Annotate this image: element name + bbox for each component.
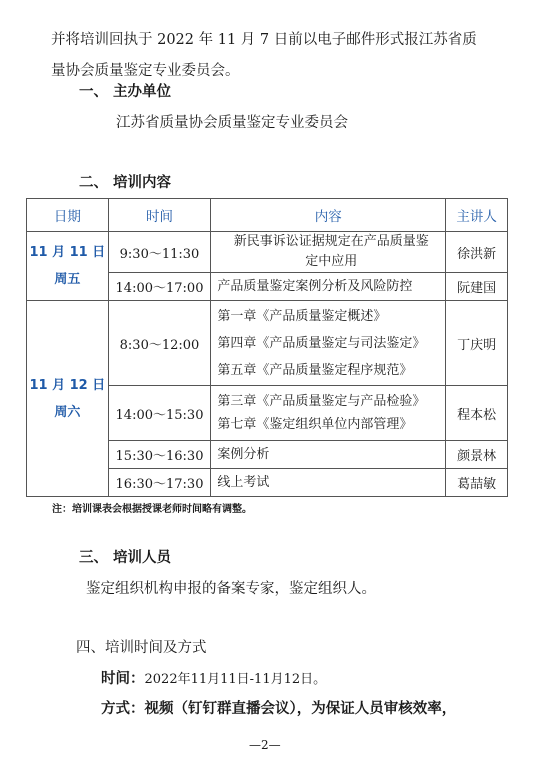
training-mode-line: [101, 697, 456, 718]
table-row: [27, 301, 508, 386]
content-cell: [211, 273, 446, 301]
content-line: 产品质量鉴定案例分析及风险防控: [217, 278, 413, 294]
training-schedule-table: [26, 198, 508, 497]
day-1-date: 11 月 11 日: [29, 245, 106, 260]
section-3-heading: 三、 培训人员: [79, 550, 172, 566]
intro-line-1: 并将培训回执于 2022 年 11 月 7 日前以电子邮件形式报江苏省质: [51, 32, 477, 48]
content-cell: [211, 386, 446, 441]
training-time-line: [101, 667, 326, 688]
header-time: 时间: [108, 199, 211, 232]
time-cell: 14:00～15:30: [108, 386, 211, 441]
content-line: 新民事诉讼证据规定在产品质量鉴: [233, 234, 429, 249]
time-value: 2022年11月11日-11月12日。: [144, 672, 327, 687]
content-line: 第五章《产品质量鉴定程序规范》: [217, 362, 413, 378]
header-speaker: 主讲人: [446, 199, 508, 232]
speaker-cell: 徐洪新: [446, 232, 508, 273]
content-line: 线上考试: [217, 474, 270, 490]
speaker-cell: 丁庆明: [446, 301, 508, 386]
section-1-body: 江苏省质量协会质量鉴定专业委员会: [116, 115, 348, 131]
intro-line-2: 量协会质量鉴定专业委员会。: [51, 63, 240, 79]
day-2-date: 11 月 12 日: [29, 377, 106, 393]
content-cell: [211, 232, 446, 273]
speaker-cell: 程本松: [446, 386, 508, 441]
content-line: 第四章《产品质量鉴定与司法鉴定》: [217, 335, 426, 351]
content-line: 第一章《产品质量鉴定概述》: [217, 308, 387, 324]
page-number: —2—: [249, 738, 281, 752]
day-2-weekday: 周六: [54, 404, 81, 420]
mode-value: 视频（钉钉群直播会议），为保证人员审核效率，: [144, 701, 457, 717]
section-1-heading: 一、 主办单位: [79, 84, 172, 100]
mode-label: 方式：: [101, 701, 145, 717]
section-4-heading: [76, 636, 207, 657]
time-cell: 8:30～12:00: [108, 301, 211, 386]
content-cell: [211, 301, 446, 386]
content-line: 定中应用: [305, 254, 358, 269]
time-cell: 16:30～17:30: [108, 469, 211, 497]
table-row: [27, 232, 508, 273]
content-cell: [211, 441, 446, 469]
schedule-note: 注：培训课表会根据授课老师时间略有调整。: [52, 504, 252, 515]
time-cell: 14:00～17:00: [108, 273, 211, 301]
content-cell: [211, 469, 446, 497]
section-3-body: 鉴定组织机构申报的备案专家，鉴定组织人。: [86, 581, 376, 597]
speaker-cell: 颜景林: [446, 441, 508, 469]
section-2-heading: 二、 培训内容: [79, 175, 172, 191]
speaker-cell: 葛喆敏: [446, 469, 508, 497]
content-line: 第七章《鉴定组织单位内部管理》: [217, 417, 413, 432]
time-label: 时间：: [101, 671, 145, 687]
content-line: 案例分析: [217, 446, 270, 462]
time-cell: 15:30～16:30: [108, 441, 211, 469]
header-content: 内容: [211, 199, 446, 232]
content-line: 第三章《产品质量鉴定与产品检验》: [217, 394, 426, 409]
table-header-row: [27, 199, 508, 232]
speaker-cell: 阮建国: [446, 273, 508, 301]
day-cell-2: [27, 301, 109, 497]
time-cell: 9:30～11:30: [108, 232, 211, 273]
header-date: 日期: [27, 199, 109, 232]
day-cell-1: [27, 232, 109, 301]
section-4-heading-text: 四、培训时间及方式: [76, 640, 207, 656]
day-1-weekday: 周五: [54, 272, 81, 287]
